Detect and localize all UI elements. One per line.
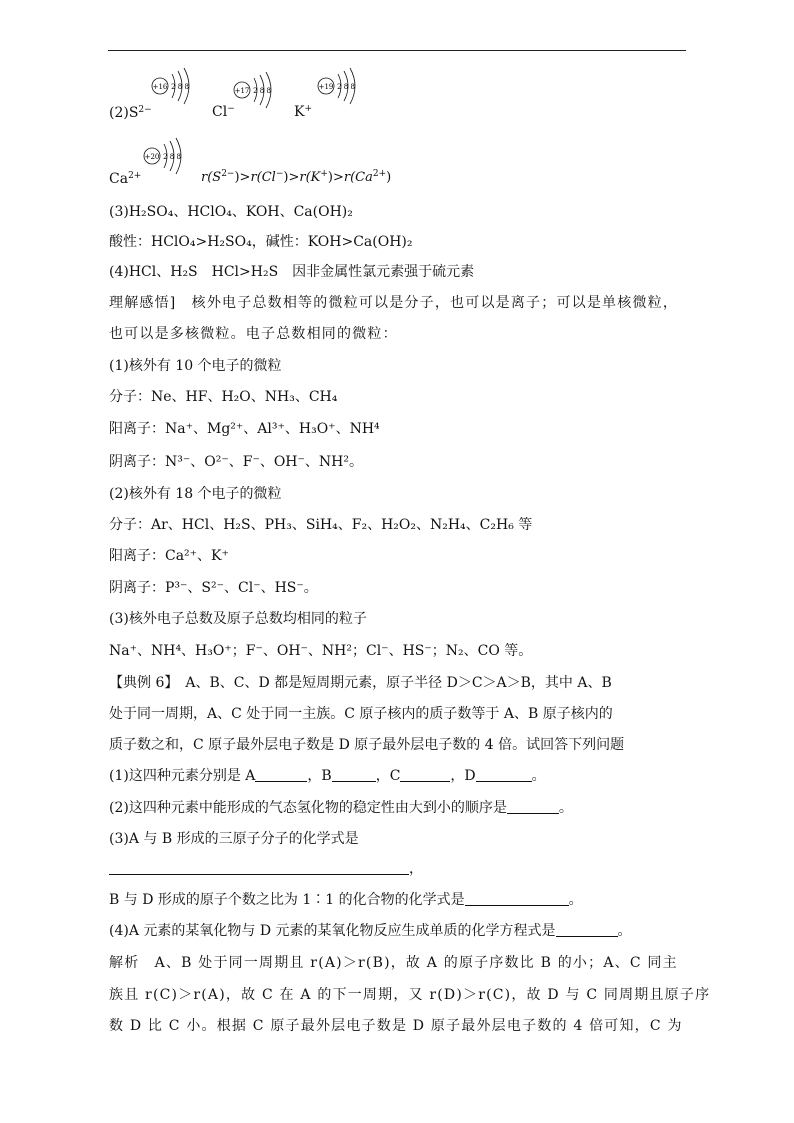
question-2: (2)这四种元素中能形成的气态氢化物的稳定性由大到小的顺序是 。 <box>109 800 573 816</box>
ten-electron-molecules: 分子：Ne、HF、H₂O、NH₃、CH₄ <box>109 389 338 405</box>
analysis-line-2: 族且 r(C)＞r(A)，故 C 在 A 的下一周期，又 r(D)＞r(C)，故 D 与 C 同周期且原子序 <box>109 987 711 1003</box>
answer-blank-b[interactable] <box>332 767 376 782</box>
k-ion-label: K+ <box>294 104 313 120</box>
question-3: (3)A 与 B 形成的三原子分子的化学式是 <box>109 831 359 847</box>
answer-blank-triatomic[interactable] <box>109 860 409 875</box>
s-atom-structure-diagram <box>150 68 200 112</box>
radius-order: $r(S^{2-})>r(Cl^-)>r(K^+)>r(Ca^{2+})$ <box>201 169 392 185</box>
example-6-line-2: 处于同一周期，A、C 处于同一主族。C 原子核内的质子数等于 A、B 原子核内的 <box>109 706 613 722</box>
eighteen-electron-heading: (2)核外有 18 个电子的微粒 <box>109 486 282 502</box>
shell-electrons: 2 8 8 <box>337 83 355 91</box>
nucleus-label: +19 <box>318 83 334 91</box>
cl-ion-label: Cl− <box>212 104 235 120</box>
ca-ion-label: $Ca^{2+}$ <box>109 171 142 187</box>
answer-blank-equation[interactable] <box>556 922 618 937</box>
answer-blank-stability[interactable] <box>507 799 559 814</box>
shell-electrons: 2 8 8 <box>171 83 189 91</box>
ca-atom-structure-diagram <box>142 138 192 182</box>
nucleus-label: +16 <box>152 83 168 91</box>
nucleus-label: +20 <box>144 153 160 161</box>
cl-atom-structure-diagram <box>232 72 282 116</box>
answer-blank-d[interactable] <box>476 767 532 782</box>
ten-electron-anions: 阴离子：N³⁻、O²⁻、F⁻、OH⁻、NH²。 <box>109 454 363 470</box>
ten-electron-heading: (1)核外有 10 个电子的微粒 <box>109 358 282 374</box>
acidity-basicity: 酸性：HClO₄>H₂SO₄，碱性：KOH>Ca(OH)₂ <box>109 234 413 250</box>
eighteen-electron-molecules: 分子：Ar、HCl、H₂S、PH₃、SiH₄、F₂、H₂O₂、N₂H₄、C₂H₆ 等 <box>109 517 533 533</box>
example-6-line-3: 质子数之和，C 原子最外层电子数是 D 原子最外层电子数的 4 倍。试回答下列问题 <box>109 737 625 753</box>
understanding-line-1: 理解感悟] 核外电子总数相等的微粒可以是分子，也可以是离子；可以是单核微粒， <box>109 295 679 311</box>
shell-electrons: 2 8 8 <box>253 87 271 95</box>
part-3-formulas: (3)H₂SO₄、HClO₄、KOH、Ca(OH)₂ <box>109 204 353 220</box>
question-1: (1)这四种元素分别是 A ，B ，C ，D 。 <box>109 768 546 784</box>
header-rule <box>108 50 686 51</box>
answer-blank-c[interactable] <box>400 767 450 782</box>
eighteen-electron-anions: 阴离子：P³⁻、S²⁻、Cl⁻、HS⁻。 <box>109 580 318 596</box>
ion-row-1: $(2)S^{2-}$ <box>109 105 152 121</box>
understanding-line-2: 也可以是多核微粒。电子总数相同的微粒： <box>109 326 398 342</box>
question-4: (4)A 元素的某氧化物与 D 元素的某氧化物反应生成单质的化学方程式是 。 <box>109 923 632 939</box>
shell-electrons: 2 8 8 <box>163 153 181 161</box>
k-atom-structure-diagram <box>316 68 366 112</box>
nucleus-label: +17 <box>234 87 250 95</box>
isoelectronic-particles: Na⁺、NH⁴、H₃O⁺；F⁻、OH⁻、NH²；Cl⁻、HS⁻；N₂、CO 等。 <box>109 643 533 659</box>
eighteen-electron-cations: 阳离子：Ca²⁺、K⁺ <box>109 548 229 564</box>
example-6-line-1: 【典例 6】 A、B、C、D 都是短周期元素，原子半径 D＞C＞A＞B，其中 A、B <box>109 675 612 691</box>
s-ion-label: (2)S <box>109 105 139 121</box>
answer-blank-bd-compound[interactable] <box>465 891 569 906</box>
question-3b: B 与 D 形成的原子个数之比为 1∶1 的化合物的化学式是 。 <box>109 892 583 908</box>
ten-electron-cations: 阳离子：Na⁺、Mg²⁺、Al³⁺、H₃O⁺、NH⁴ <box>109 421 380 437</box>
answer-blank-a[interactable] <box>255 767 307 782</box>
question-3-answer-line: ， <box>109 860 423 878</box>
isoelectronic-heading: (3)核外电子总数及原子总数均相同的粒子 <box>109 611 367 627</box>
part-4-hydrides: (4)HCl、H₂S HCl>H₂S 因非金属性氯元素强于硫元素 <box>109 264 475 280</box>
analysis-line-3: 数 D 比 C 小。根据 C 原子最外层电子数是 D 原子最外层电子数的 4 倍可知，C 为 <box>109 1018 683 1034</box>
analysis-line-1: 解析 A、B 处于同一周期且 r(A)＞r(B)，故 A 的原子序数比 B 的小；A、C 同主 <box>109 955 678 971</box>
